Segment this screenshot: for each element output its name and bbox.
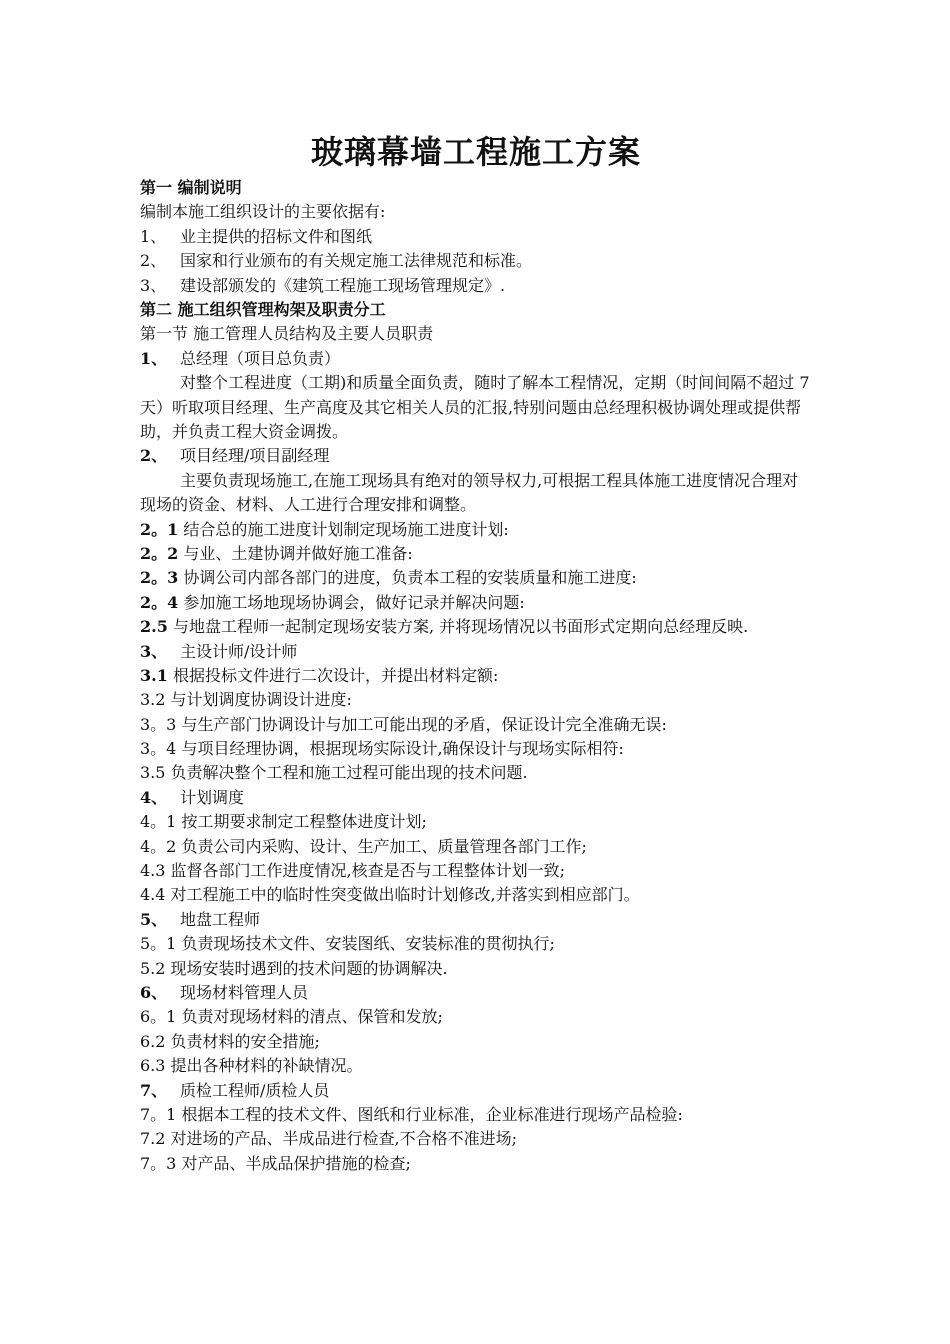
list-item: 3。4 与项目经理协调，根据现场实际设计,确保设计与现场实际相符: [140, 739, 624, 759]
list-item: 4.4 对工程施工中的临时性突变做出临时计划修改,并落实到相应部门。 [140, 885, 640, 905]
document-title: 玻璃幕墙工程施工方案 [310, 133, 641, 171]
section-heading-1: 第一 编制说明 [140, 178, 242, 197]
list-item: 2。3 协调公司内部各部门的进度，负责本工程的安装质量和施工进度: [140, 568, 637, 588]
role-paragraph: 对整个工程进度（工期)和质量全面负责，随时了解本工程情况，定期（时间间隔不超过 7 天）听取项目经理、生产高度及其它相关人员的汇报,特别问题由总经理积极协调处理或提供帮助，并负责工程大资金调拨。 [140, 373, 810, 441]
list-item: 4。2 负责公司内采购、设计、生产加工、质量管理各部门工作; [140, 836, 587, 856]
list-item: 7。1 根据本工程的技术文件、图纸和行业标准，企业标准进行现场产品检验: [140, 1104, 683, 1124]
list-item: 6.3 提出各种材料的补缺情况。 [140, 1056, 363, 1076]
list-item: 2。4 参加施工场地现场协调会，做好记录并解决问题: [140, 592, 525, 612]
list-item: 7。3 对产品、半成品保护措施的检查; [140, 1153, 411, 1173]
list-item: 3、 建设部颁发的《建筑工程施工现场管理规定》. [140, 275, 506, 295]
list-item: 7.2 对进场的产品、半成品进行检查,不合格不准进场; [140, 1129, 518, 1149]
role-heading: 4、 计划调度 [140, 787, 245, 807]
section-heading-2: 第二 施工组织管理构架及职责分工 [140, 299, 386, 319]
list-item: 5。1 负责现场技术文件、安装图纸、安装标准的贯彻执行; [140, 934, 555, 954]
list-item: 2。2 与业、土建协调并做好施工准备: [140, 543, 413, 563]
list-item: 6。1 负责对现场材料的清点、保管和发放; [140, 1007, 443, 1027]
document-page [140, 128, 812, 1176]
role-heading: 5、 地盘工程师 [140, 909, 261, 929]
intro-text: 编制本施工组织设计的主要依据有: [140, 202, 386, 222]
list-item: 2。1 结合总的施工进度计划制定现场施工进度计划: [140, 519, 509, 539]
list-item: 5.2 现场安装时遇到的技术问题的协调解决. [140, 958, 448, 978]
list-item: 4。1 按工期要求制定工程整体进度计划; [140, 812, 427, 832]
role-heading: 3、 主设计师/设计师 [140, 641, 298, 661]
list-item: 3.1 根据投标文件进行二次设计，并提出材料定额: [140, 665, 499, 685]
role-heading: 6、 现场材料管理人员 [140, 982, 309, 1002]
role-paragraph: 主要负责现场施工,在施工现场具有绝对的领导权力,可根据工程具体施工进度情况合理对现场的资金、材料、人工进行合理安排和调整。 [140, 470, 799, 515]
list-item: 2、 国家和行业颁布的有关规定施工法律规范和标准。 [140, 251, 533, 271]
list-item: 4.3 监督各部门工作进度情况,核查是否与工程整体计划一致; [140, 861, 566, 881]
list-item: 3.5 负责解决整个工程和施工过程可能出现的技术问题. [140, 763, 528, 783]
role-heading: 7、 质检工程师/质检人员 [140, 1080, 330, 1100]
role-heading: 2、 项目经理/项目副经理 [140, 446, 330, 466]
list-item: 1、 业主提供的招标文件和图纸 [140, 226, 373, 246]
list-item: 3.2 与计划调度协调设计进度: [140, 690, 352, 710]
subsection-heading: 第一节 施工管理人员结构及主要人员职责 [140, 324, 434, 344]
list-item: 6.2 负责材料的安全措施; [140, 1031, 320, 1051]
role-heading: 1、 总经理（项目总负责） [140, 348, 341, 368]
list-item: 2.5 与地盘工程师一起制定现场安装方案, 并将现场情况以书面形式定期向总经理反映. [140, 617, 749, 637]
list-item: 3。3 与生产部门协调设计与加工可能出现的矛盾，保证设计完全准确无误: [140, 714, 667, 734]
